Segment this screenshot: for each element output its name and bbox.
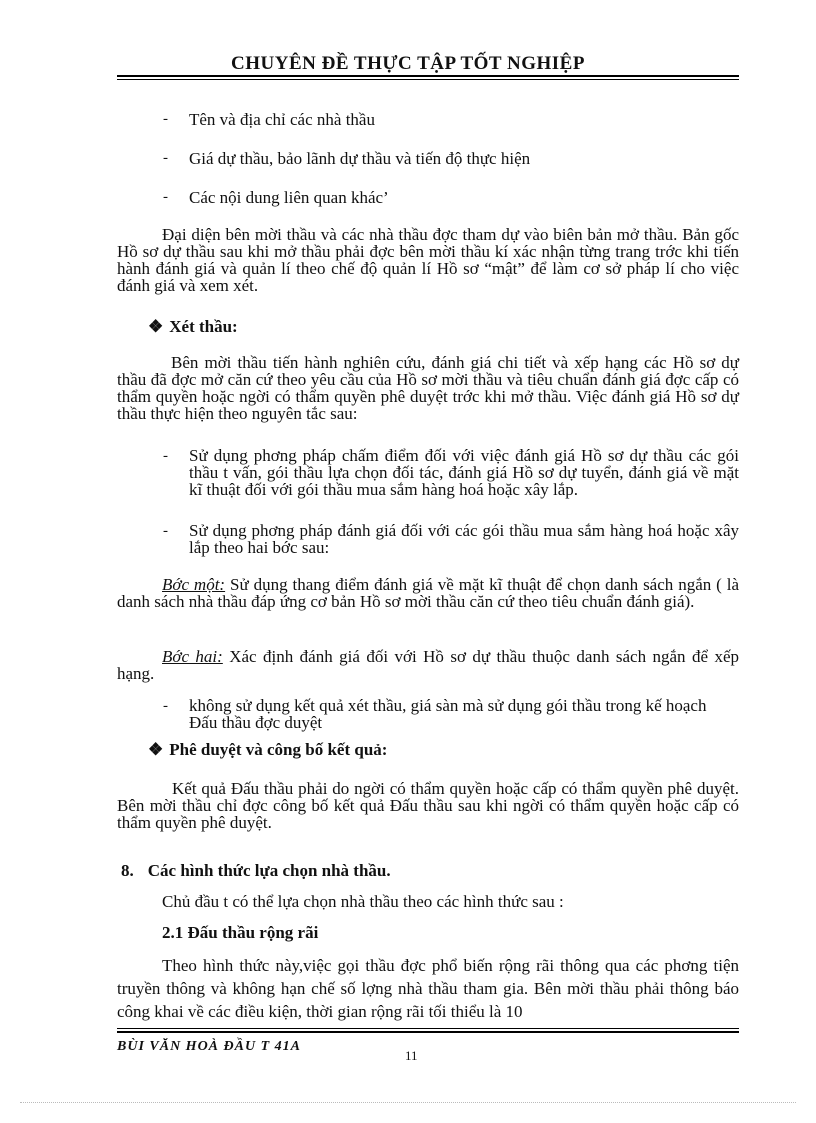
list-item: Sử dụng phơng pháp đánh giá đối với các gói thầu mua sắm hàng hoá hoặc xây lắp theo hai bớc sau: xyxy=(189,521,739,557)
section-8-heading: 8. Các hình thức lựa chọn nhà thầu. xyxy=(121,861,391,880)
list-dash: - xyxy=(163,448,168,464)
list-dash: - xyxy=(163,111,168,127)
page-bottom-dotted-border xyxy=(20,1102,796,1103)
list-item: Sử dụng phơng pháp chấm điểm đối với việc đánh giá Hồ sơ dự thầu các gói thầu t vấn, gói thầu lựa chọn đối tác, đánh giá Hồ sơ dự tuyển, đánh giá về mặt kĩ thuật đối với gói thầu mua sắm hàng hoá hoặc xây lắp. xyxy=(189,446,739,499)
body-paragraph: Theo hình thức này,việc gọi thầu đợc phổ biến rộng rãi thông qua các phơng tiện truyền thông và không hạn chế số lợng nhà thầu tham gia. Bên mời thầu phải thông báo công khai về các điều kiện, thời gian rộng rãi tối thiểu là 10 xyxy=(117,956,739,1021)
section-8-intro: Chủ đầu t có thể lựa chọn nhà thầu theo các hình thức sau : xyxy=(162,892,564,911)
list-dash: - xyxy=(163,523,168,539)
step-paragraph: Bớc một: Sử dụng thang điểm đánh giá về mặt kĩ thuật để chọn danh sách ngắn ( là danh sách nhà thầu đáp ứng cơ bản Hồ sơ mời thầu căn cứ theo tiêu chuẩn đánh giá). xyxy=(117,575,740,611)
subsection-heading: 2.1 Đấu thầu rộng rãi xyxy=(162,923,319,942)
page-header-title: CHUYÊN ĐỀ THỰC TẬP TỐT NGHIỆP xyxy=(231,53,585,74)
list-item: không sử dụng kết quả xét thầu, giá sàn mà sử dụng gói thầu trong kế hoạch Đấu thầu đợc duyệt xyxy=(189,696,707,732)
body-paragraph: Kết quả Đấu thầu phải do ngời có thẩm quyền hoặc cấp có thẩm quyền phê duyệt. Bên mời thầu chỉ đợc công bố kết quả Đấu thầu sau khi ngời có thẩm quyền hoặc cấp có thẩm quyền phê duyệt. xyxy=(117,779,739,832)
list-dash: - xyxy=(163,698,168,714)
list-dash: - xyxy=(163,150,168,166)
header-rule-thick xyxy=(117,75,739,77)
footer-author: BÙI VĂN HOÀ ĐẦU T 41A xyxy=(117,1039,301,1054)
body-paragraph: Đại diện bên mời thầu và các nhà thầu đợc tham dự vào biên bản mở thầu. Bản gốc Hồ sơ dự thầu sau khi mở thầu phải đợc bên mời thầu kí xác nhận từng trang trớc khi tiến hành đánh giá và quản lí theo chế độ quản lí Hồ sơ “mật” để làm cơ sở pháp lí cho việc đánh giá và xem xét. xyxy=(117,225,739,295)
list-item: Giá dự thầu, bảo lãnh dự thầu và tiến độ thực hiện xyxy=(189,149,531,168)
step-paragraph: Bớc hai: Xác định đánh giá đối với Hồ sơ dự thầu thuộc danh sách ngắn để xếp hạng. xyxy=(117,647,739,683)
step-label: Bớc hai: xyxy=(162,647,223,666)
header-rule-thin xyxy=(117,79,739,80)
diamond-bullet-icon: ❖ xyxy=(148,740,164,759)
list-dash: - xyxy=(163,189,168,205)
section-heading-phe-duyet: ❖ Phê duyệt và công bố kết quả: xyxy=(148,740,388,759)
step-label: Bớc một: xyxy=(162,575,226,594)
footer-rule-thin xyxy=(117,1028,739,1029)
section-heading-xet-thau: ❖ Xét thầu: xyxy=(148,317,238,336)
body-paragraph: Bên mời thầu tiến hành nghiên cứu, đánh giá chi tiết và xếp hạng các Hồ sơ dự thầu đã đợc mở căn cứ theo yêu cầu của Hồ sơ mời thầu và tiêu chuẩn đánh giá đợc cấp có thẩm quyền hoặc ngời có thẩm quyền phê duyệt trớc khi mở thầu. Việc đánh giá Hồ sơ dự thầu thực hiện theo nguyên tắc sau: xyxy=(117,353,739,423)
diamond-bullet-icon: ❖ xyxy=(148,317,164,336)
footer-rule-thick xyxy=(117,1031,739,1033)
list-item: Tên và địa chỉ các nhà thầu xyxy=(189,110,375,129)
list-item: Các nội dung liên quan khác’ xyxy=(189,188,389,207)
page-number: 11 xyxy=(405,1048,418,1063)
